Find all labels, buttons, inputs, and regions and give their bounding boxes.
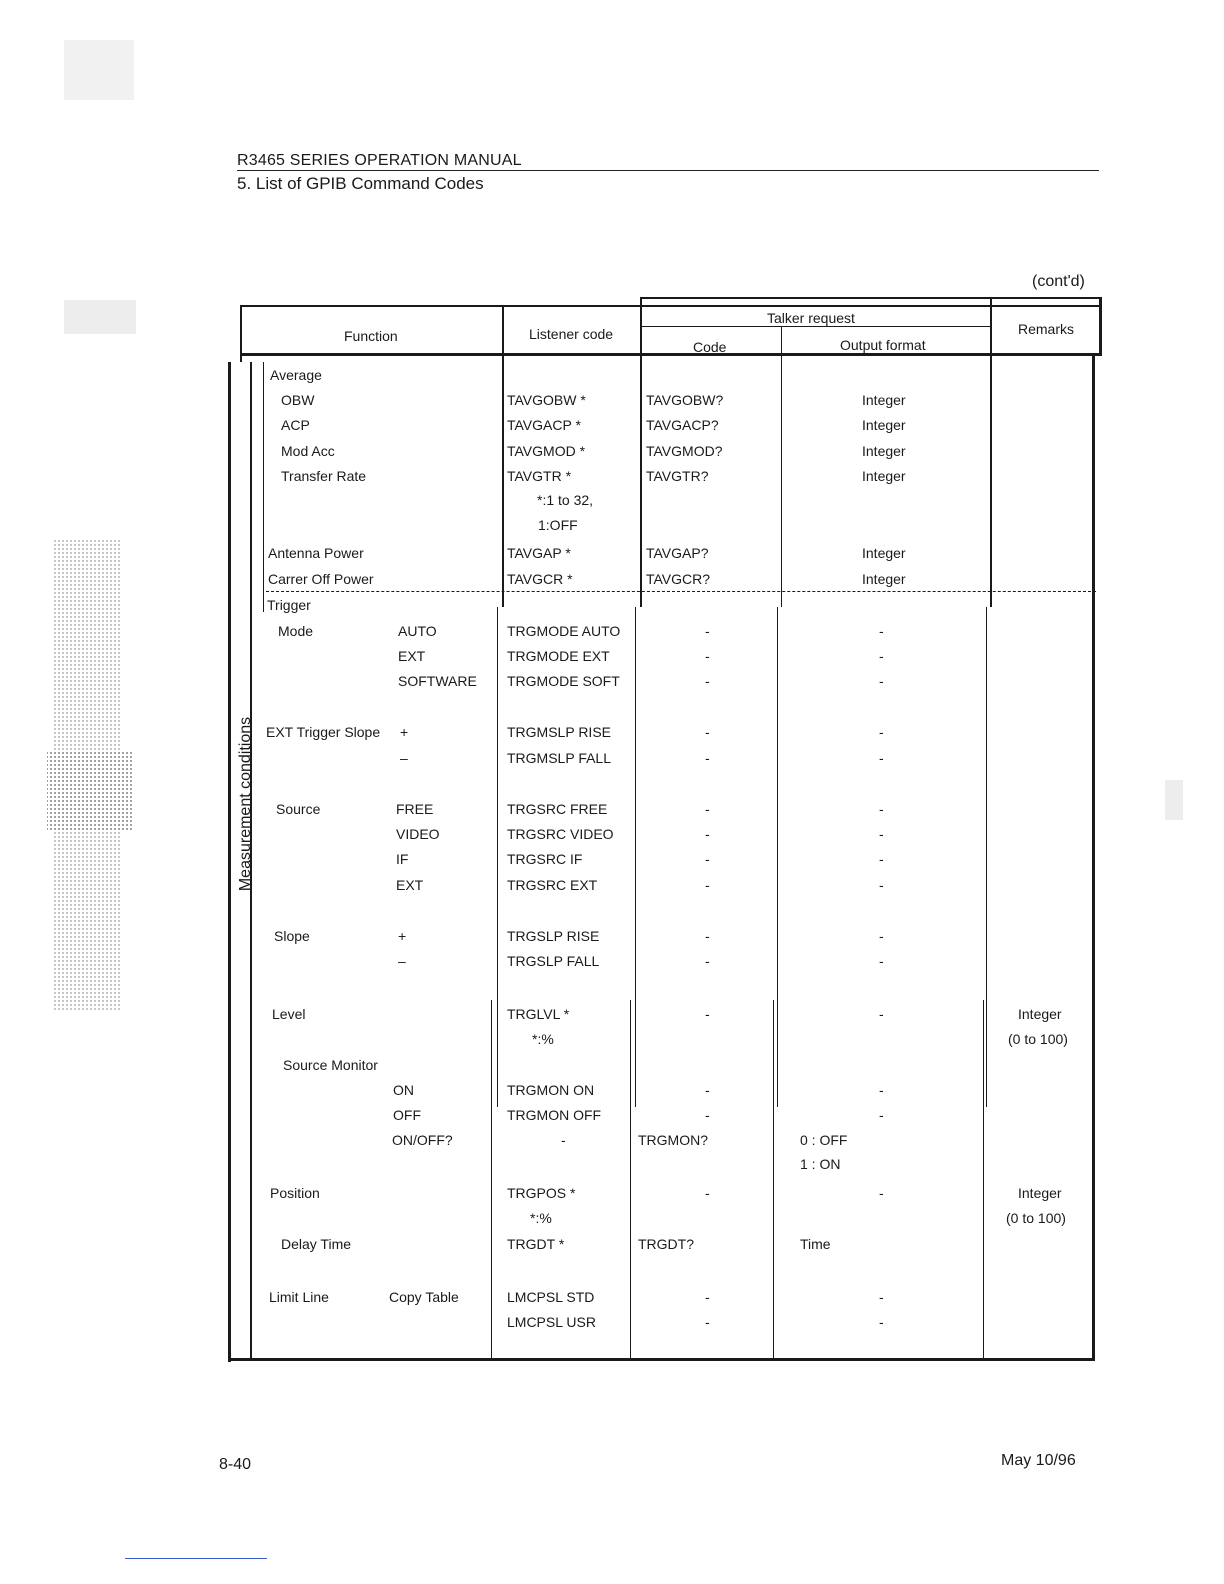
column-line <box>502 307 504 607</box>
function-cell: Level <box>272 1006 306 1022</box>
function-cell: OBW <box>281 392 315 408</box>
remarks-cell: Integer <box>1018 1185 1062 1201</box>
output-format-cell: - <box>879 1082 884 1098</box>
output-format-cell: - <box>879 851 884 867</box>
talker-code-cell: - <box>705 801 710 817</box>
output-format-cell: Integer <box>862 571 906 587</box>
output-format-cell: - <box>879 724 884 740</box>
setting-cell: OFF <box>393 1107 421 1123</box>
output-format-cell: - <box>879 1289 884 1305</box>
talker-code-cell: TAVGOBW? <box>646 392 724 408</box>
listener-code-cell: LMCPSL USR <box>507 1314 596 1330</box>
table-border-right <box>1092 355 1095 1360</box>
setting-cell: ON/OFF? <box>392 1132 453 1148</box>
column-line <box>777 607 778 1107</box>
talker-code-cell: - <box>705 877 710 893</box>
talker-code-cell: TAVGCR? <box>646 571 711 587</box>
column-line <box>990 297 992 607</box>
function-cell: Trigger <box>267 597 311 613</box>
function-cell: Mod Acc <box>281 443 335 459</box>
function-cell: ACP <box>281 417 310 433</box>
talker-code-cell: - <box>705 724 710 740</box>
table-border-left <box>228 362 231 1362</box>
header-function: Function <box>344 328 398 344</box>
output-format-cell: - <box>879 928 884 944</box>
function-cell: EXT Trigger Slope <box>266 724 381 740</box>
column-line <box>986 607 987 1107</box>
output-format-cell: - <box>879 953 884 969</box>
header-remarks: Remarks <box>1018 321 1075 337</box>
output-format-cell: - <box>879 1314 884 1330</box>
setting-cell: AUTO <box>398 623 437 639</box>
column-line <box>263 362 264 612</box>
output-format-cell: - <box>879 801 884 817</box>
talker-code-cell: TAVGMOD? <box>646 443 723 459</box>
setting-cell: SOFTWARE <box>398 673 477 689</box>
talker-code-cell: - <box>705 928 710 944</box>
talker-code-cell: - <box>705 1185 710 1201</box>
listener-code-cell: TRGMODE SOFT <box>507 673 620 689</box>
section-title: 5. List of GPIB Command Codes <box>237 174 484 193</box>
setting-cell: – <box>398 953 406 969</box>
function-cell: Position <box>270 1185 320 1201</box>
talker-code-cell: TRGMON? <box>638 1132 708 1148</box>
talker-code-cell: - <box>705 1082 710 1098</box>
talker-code-cell: - <box>705 1107 710 1123</box>
header-output-format: Output format <box>840 337 926 353</box>
listener-code-cell: LMCPSL STD <box>507 1289 595 1305</box>
output-format-cell: - <box>879 877 884 893</box>
side-label-measurement-conditions: Measurement conditions <box>237 716 254 892</box>
output-format-cell: 1 : ON <box>800 1156 841 1172</box>
listener-code-cell: *:% <box>532 1031 554 1047</box>
setting-cell: ON <box>393 1082 414 1098</box>
column-line <box>491 1000 492 1360</box>
function-cell: Antenna Power <box>268 545 364 561</box>
function-cell: Average <box>270 367 322 383</box>
table-border-bottom <box>228 1358 1095 1361</box>
function-cell: Carrer Off Power <box>268 571 374 587</box>
manual-title: R3465 SERIES OPERATION MANUAL <box>237 152 522 169</box>
column-line <box>773 1000 774 1360</box>
listener-code-cell: TRGMODE EXT <box>507 648 610 664</box>
scan-speck <box>64 300 136 334</box>
function-cell: Source <box>276 801 321 817</box>
output-format-cell: - <box>879 648 884 664</box>
scan-speck <box>1165 780 1183 820</box>
listener-code-cell: TRGSRC IF <box>507 851 583 867</box>
header-bottom-rule <box>240 353 1102 356</box>
listener-code-cell: TRGMSLP RISE <box>507 724 611 740</box>
setting-cell: IF <box>396 851 409 867</box>
listener-code-cell: TRGDT * <box>507 1236 565 1252</box>
blue-underline <box>125 1558 267 1559</box>
output-format-cell: Time <box>800 1236 831 1252</box>
remarks-cell: (0 to 100) <box>1008 1031 1068 1047</box>
output-format-cell: - <box>879 623 884 639</box>
output-format-cell: - <box>879 826 884 842</box>
listener-code-cell: TRGLVL * <box>507 1006 570 1022</box>
output-format-cell: Integer <box>862 417 906 433</box>
page-date: May 10/96 <box>1001 1452 1076 1469</box>
listener-code-cell: - <box>561 1132 566 1148</box>
listener-code-cell: TRGSLP FALL <box>507 953 600 969</box>
page-number: 8-40 <box>219 1456 252 1473</box>
talker-code-cell: - <box>705 826 710 842</box>
output-format-cell: - <box>879 1006 884 1022</box>
remarks-cell: (0 to 100) <box>1006 1210 1066 1226</box>
function-cell: Transfer Rate <box>281 468 367 484</box>
setting-cell: + <box>398 928 407 944</box>
talker-code-cell: TAVGAP? <box>646 545 709 561</box>
talker-code-cell: - <box>705 648 710 664</box>
listener-code-cell: TAVGTR * <box>507 468 572 484</box>
talker-code-cell: - <box>705 953 710 969</box>
header-listener-code: Listener code <box>529 326 614 342</box>
column-line <box>781 326 782 607</box>
listener-code-cell: TRGSRC FREE <box>507 801 608 817</box>
listener-code-cell: TRGMON ON <box>507 1082 595 1098</box>
talker-code-cell: - <box>705 851 710 867</box>
table-border-right <box>1099 297 1102 355</box>
output-format-cell: - <box>879 750 884 766</box>
output-format-cell: - <box>879 673 884 689</box>
output-format-cell: 0 : OFF <box>800 1132 848 1148</box>
continued-label: (cont'd) <box>1032 273 1085 290</box>
header-talker-request: Talker request <box>767 310 855 326</box>
setting-cell: EXT <box>398 648 426 664</box>
listener-code-cell: TAVGCR * <box>507 571 573 587</box>
talker-code-cell: - <box>705 673 710 689</box>
listener-code-cell: TAVGMOD * <box>507 443 586 459</box>
output-format-cell: - <box>879 1185 884 1201</box>
listener-code-cell: TAVGAP * <box>507 545 571 561</box>
output-format-cell: Integer <box>862 443 906 459</box>
output-format-cell: Integer <box>862 392 906 408</box>
header-rule <box>237 170 1099 171</box>
function-cell: Slope <box>274 928 310 944</box>
column-line <box>640 297 642 607</box>
function-cell: Source Monitor <box>283 1057 378 1073</box>
output-format-cell: Integer <box>862 468 906 484</box>
listener-code-cell: 1:OFF <box>538 517 578 533</box>
talker-code-cell: TAVGTR? <box>646 468 709 484</box>
talker-code-cell: - <box>705 1314 710 1330</box>
setting-cell: FREE <box>396 801 434 817</box>
talker-code-cell: - <box>705 1289 710 1305</box>
column-line <box>630 1000 631 1360</box>
scan-speck <box>64 40 134 100</box>
column-line <box>983 1000 984 1360</box>
setting-cell: EXT <box>396 877 424 893</box>
talker-code-cell: - <box>705 623 710 639</box>
listener-code-cell: TRGSRC EXT <box>507 877 598 893</box>
talker-code-cell: TAVGACP? <box>646 417 719 433</box>
remarks-cell: Integer <box>1018 1006 1062 1022</box>
listener-code-cell: TAVGOBW * <box>507 392 586 408</box>
listener-code-cell: TRGSRC VIDEO <box>507 826 614 842</box>
setting-cell: Copy Table <box>389 1289 459 1305</box>
setting-cell: – <box>400 750 408 766</box>
listener-code-cell: TRGMODE AUTO <box>507 623 621 639</box>
scan-noise-strip <box>42 520 134 1020</box>
talker-code-cell: - <box>705 750 710 766</box>
setting-cell: + <box>400 724 409 740</box>
function-cell: Limit Line <box>269 1289 329 1305</box>
listener-code-cell: *:1 to 32, <box>537 492 594 508</box>
column-line <box>635 607 636 1107</box>
section-separator <box>266 591 1096 592</box>
listener-code-cell: TRGMSLP FALL <box>507 750 612 766</box>
function-cell: Delay Time <box>281 1236 352 1252</box>
listener-code-cell: TRGMON OFF <box>507 1107 602 1123</box>
talker-divider <box>640 326 992 327</box>
table-border-top <box>240 305 1102 307</box>
listener-code-cell: TRGSLP RISE <box>507 928 600 944</box>
output-format-cell: Integer <box>862 545 906 561</box>
header-code: Code <box>693 339 727 355</box>
column-line <box>497 607 498 1107</box>
table-border-top-right <box>640 297 1102 299</box>
listener-code-cell: *:% <box>530 1210 552 1226</box>
setting-cell: VIDEO <box>396 826 440 842</box>
function-cell: Mode <box>278 623 314 639</box>
talker-code-cell: - <box>705 1006 710 1022</box>
listener-code-cell: TAVGACP * <box>507 417 581 433</box>
output-format-cell: - <box>879 1107 884 1123</box>
listener-code-cell: TRGPOS * <box>507 1185 576 1201</box>
talker-code-cell: TRGDT? <box>638 1236 694 1252</box>
